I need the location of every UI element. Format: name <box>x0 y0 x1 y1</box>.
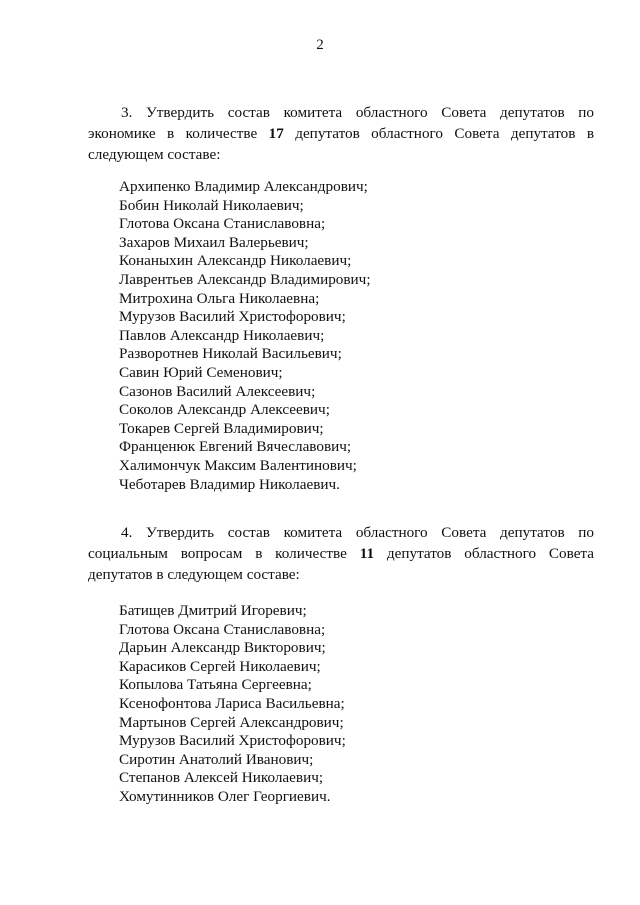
member-list-item: Захаров Михаил Валерьевич; <box>119 233 309 251</box>
section-4-line-3: депутатов в следующем составе: <box>88 566 300 583</box>
member-list-item: Павлов Александр Николаевич; <box>119 326 325 344</box>
member-list-item: Лаврентьев Александр Владимирович; <box>119 270 371 288</box>
member-list-item: Конаныхин Александр Николаевич; <box>119 252 352 270</box>
page-number: 2 <box>316 37 324 53</box>
section-4-line-2-post: депутатов областного Совета <box>386 545 595 562</box>
member-list-item: Сазонов Василий Алексеевич; <box>119 382 316 400</box>
section-3-paragraph <box>88 102 594 165</box>
member-list-item: Митрохина Ольга Николаевна; <box>119 289 320 307</box>
member-list-item: Ксенофонтова Лариса Васильевна; <box>119 694 345 712</box>
member-list-item: Чеботарев Владимир Николаевич. <box>119 475 340 493</box>
section-3-line-2-pre: экономике в количестве <box>88 125 258 142</box>
member-list-item: Франценюк Евгений Вячеславович; <box>119 438 352 456</box>
member-list-item: Копылова Татьяна Сергеевна; <box>119 676 312 694</box>
member-list-item: Дарьин Александр Викторович; <box>119 639 326 657</box>
section-4-line-2 <box>88 543 594 564</box>
member-list-item: Сиротин Анатолий Иванович; <box>119 750 314 768</box>
member-list-item: Разворотнев Николай Васильевич; <box>119 345 342 363</box>
member-list-item: Карасиков Сергей Николаевич; <box>119 657 321 675</box>
member-list-item: Глотова Оксана Станиславовна; <box>119 215 326 233</box>
member-list-item: Соколов Александр Алексеевич; <box>119 401 330 419</box>
section-3-line-1: 3. Утвердить состав комитета областного Совета депутатов по <box>121 104 594 121</box>
member-list-item: Степанов Алексей Николаевич; <box>119 769 324 787</box>
member-list-item: Савин Юрий Семенович; <box>119 363 283 381</box>
member-list-item: Халимончук Максим Валентинович; <box>119 456 357 474</box>
section-4-member-count: 11 <box>359 545 375 562</box>
section-3-member-count: 17 <box>268 125 284 142</box>
section-3-line-2-post: депутатов областного Совета депутатов в <box>295 125 594 142</box>
section-4-paragraph <box>88 522 594 585</box>
member-list-item: Мартынов Сергей Александрович; <box>119 713 344 731</box>
member-list-item: Глотова Оксана Станиславовна; <box>119 620 326 638</box>
member-list-item: Токарев Сергей Владимирович; <box>119 419 324 437</box>
member-list-item: Мурузов Василий Христофорович; <box>119 732 346 750</box>
member-list-item: Бобин Николай Николаевич; <box>119 196 304 214</box>
section-3-member-list <box>119 178 371 494</box>
member-list-item: Батищев Дмитрий Игоревич; <box>119 602 307 619</box>
section-4-line-2-pre: социальным вопросам в количестве <box>88 545 347 562</box>
member-list-item: Хомутинников Олег Георгиевич. <box>119 787 331 805</box>
member-list-item: Мурузов Василий Христофорович; <box>119 308 346 326</box>
section-3-line-3: следующем составе: <box>88 146 221 163</box>
section-4-member-list <box>119 602 346 807</box>
member-list-item: Архипенко Владимир Александрович; <box>119 178 368 195</box>
section-3-line-2 <box>88 123 594 144</box>
section-4-line-1: 4. Утвердить состав комитета областного Совета депутатов по <box>121 524 594 541</box>
